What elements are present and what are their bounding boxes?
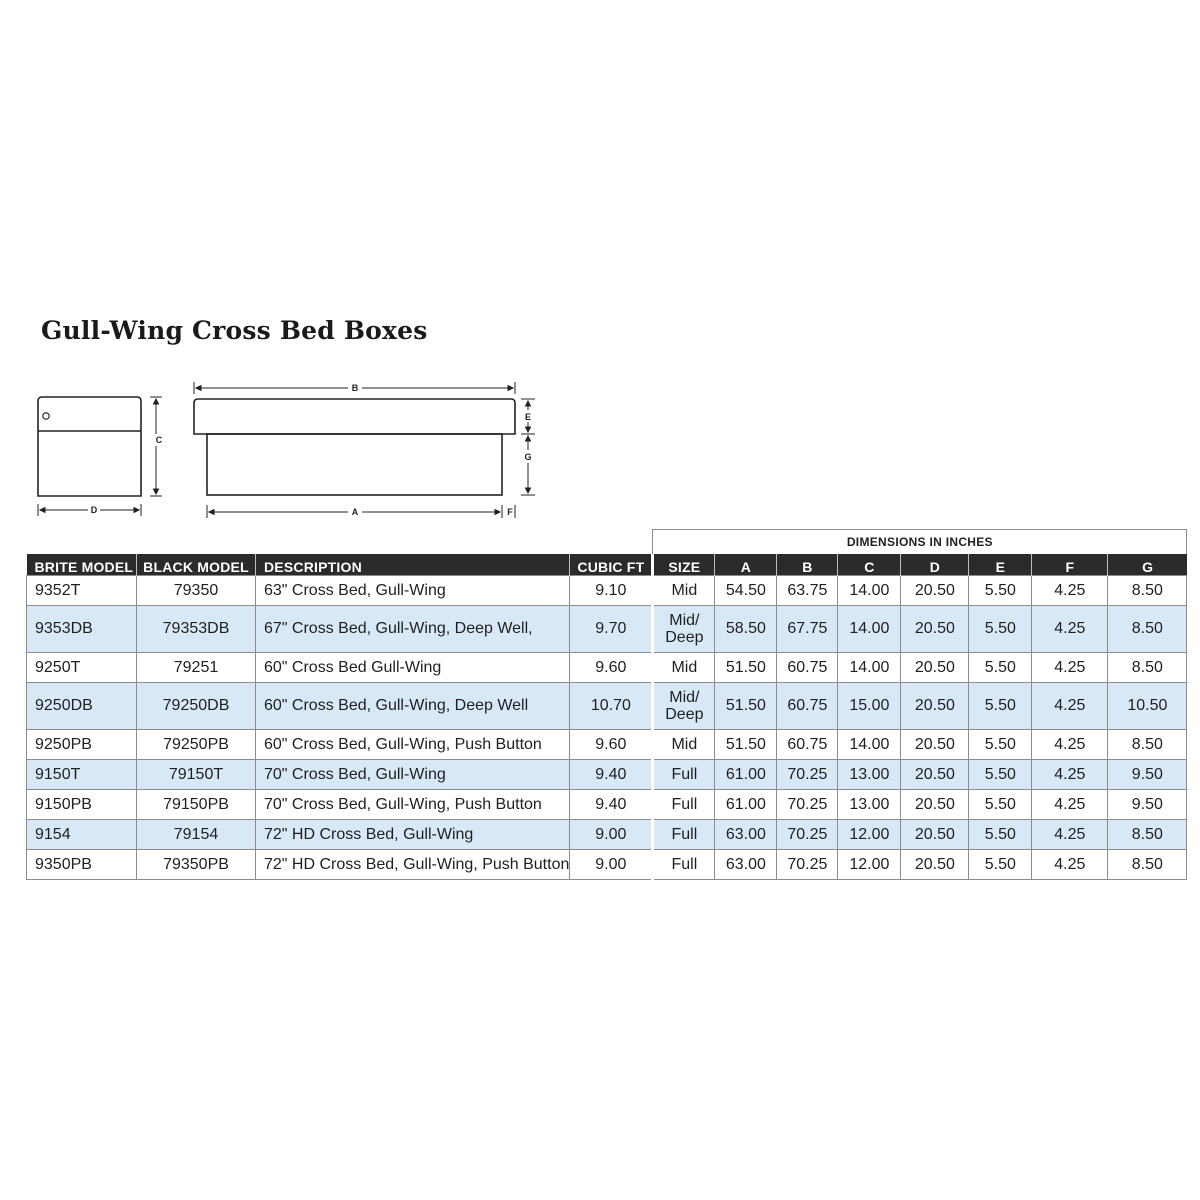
cell-d: 20.50 <box>901 850 969 880</box>
cell-e: 5.50 <box>969 576 1032 606</box>
cell-f: 4.25 <box>1032 730 1108 760</box>
cell-f: 4.25 <box>1032 683 1108 730</box>
cell-brite-model: 9154 <box>27 820 137 850</box>
label-f: F <box>507 507 513 517</box>
header-g: G <box>1108 554 1187 576</box>
cell-brite-model: 9150T <box>27 760 137 790</box>
cell-d: 20.50 <box>901 683 969 730</box>
cell-black-model: 79250PB <box>137 730 256 760</box>
size-line-2: Deep <box>665 706 704 723</box>
cell-size: Full <box>653 820 715 850</box>
cell-brite-model: 9250DB <box>27 683 137 730</box>
cell-d: 20.50 <box>901 790 969 820</box>
dimension-diagram <box>0 370 560 525</box>
cell-d: 20.50 <box>901 653 969 683</box>
cell-size: Mid <box>653 576 715 606</box>
cell-cubic-ft: 9.60 <box>570 730 653 760</box>
size-line-1: Mid/ <box>669 612 700 629</box>
front-view <box>194 399 515 495</box>
cell-a: 63.00 <box>715 820 777 850</box>
cell-black-model: 79353DB <box>137 606 256 653</box>
cell-b: 60.75 <box>777 683 838 730</box>
cell-e: 5.50 <box>969 850 1032 880</box>
cell-size: Full <box>653 850 715 880</box>
cell-description: 60" Cross Bed, Gull-Wing, Push Button <box>256 730 570 760</box>
cell-a: 51.50 <box>715 730 777 760</box>
cell-description: 60" Cross Bed Gull-Wing <box>256 653 570 683</box>
cell-a: 61.00 <box>715 790 777 820</box>
cell-description: 72" HD Cross Bed, Gull-Wing, Push Button <box>256 850 570 880</box>
cell-cubic-ft: 10.70 <box>570 683 653 730</box>
size-line-1: Mid/ <box>669 689 700 706</box>
cell-g: 9.50 <box>1108 760 1187 790</box>
cell-b: 67.75 <box>777 606 838 653</box>
cell-cubic-ft: 9.40 <box>570 760 653 790</box>
dimension-d <box>38 504 141 516</box>
cell-b: 63.75 <box>777 576 838 606</box>
table-row <box>27 683 1187 730</box>
cell-b: 70.25 <box>777 790 838 820</box>
cell-e: 5.50 <box>969 606 1032 653</box>
cell-e: 5.50 <box>969 730 1032 760</box>
cell-f: 4.25 <box>1032 606 1108 653</box>
cell-c: 12.00 <box>838 820 901 850</box>
cell-cubic-ft: 9.60 <box>570 653 653 683</box>
cell-size <box>653 606 715 653</box>
header-f: F <box>1032 554 1108 576</box>
cell-c: 14.00 <box>838 606 901 653</box>
label-e: E <box>524 412 532 422</box>
cell-brite-model: 9150PB <box>27 790 137 820</box>
cell-g: 10.50 <box>1108 683 1187 730</box>
table-row <box>27 850 1187 880</box>
cell-description: 70" Cross Bed, Gull-Wing <box>256 760 570 790</box>
cell-b: 70.25 <box>777 850 838 880</box>
cell-d: 20.50 <box>901 576 969 606</box>
cell-c: 13.00 <box>838 790 901 820</box>
cell-c: 14.00 <box>838 730 901 760</box>
header-a: A <box>715 554 777 576</box>
table-row <box>27 730 1187 760</box>
size-line-2: Deep <box>665 629 704 646</box>
side-view <box>38 397 141 496</box>
label-g: G <box>524 452 532 462</box>
cell-description: 70" Cross Bed, Gull-Wing, Push Button <box>256 790 570 820</box>
table-header <box>27 554 1187 576</box>
label-a: A <box>351 507 359 517</box>
cell-black-model: 79251 <box>137 653 256 683</box>
cell-description: 63" Cross Bed, Gull-Wing <box>256 576 570 606</box>
cell-description: 72" HD Cross Bed, Gull-Wing <box>256 820 570 850</box>
label-c: C <box>155 435 163 445</box>
label-d: D <box>90 505 98 515</box>
spec-table <box>26 529 1187 880</box>
cell-brite-model: 9353DB <box>27 606 137 653</box>
cell-a: 61.00 <box>715 760 777 790</box>
cell-size: Full <box>653 760 715 790</box>
cell-a: 63.00 <box>715 850 777 880</box>
cell-cubic-ft: 9.00 <box>570 820 653 850</box>
header-black-model: BLACK MODEL <box>137 554 256 576</box>
table-row <box>27 790 1187 820</box>
cell-a: 51.50 <box>715 653 777 683</box>
cell-cubic-ft: 9.40 <box>570 790 653 820</box>
cell-b: 70.25 <box>777 760 838 790</box>
cell-black-model: 79154 <box>137 820 256 850</box>
cell-black-model: 79150PB <box>137 790 256 820</box>
cell-brite-model: 9250PB <box>27 730 137 760</box>
header-c: C <box>838 554 901 576</box>
cell-c: 13.00 <box>838 760 901 790</box>
cell-f: 4.25 <box>1032 653 1108 683</box>
cell-black-model: 79150T <box>137 760 256 790</box>
cell-e: 5.50 <box>969 820 1032 850</box>
cell-d: 20.50 <box>901 820 969 850</box>
cell-size: Mid <box>653 730 715 760</box>
cell-a: 54.50 <box>715 576 777 606</box>
dimension-a-f <box>207 505 515 518</box>
header-d: D <box>901 554 969 576</box>
cell-a: 51.50 <box>715 683 777 730</box>
cell-f: 4.25 <box>1032 790 1108 820</box>
cell-description: 60" Cross Bed, Gull-Wing, Deep Well <box>256 683 570 730</box>
cell-f: 4.25 <box>1032 576 1108 606</box>
cell-d: 20.50 <box>901 606 969 653</box>
table-row <box>27 653 1187 683</box>
cell-c: 15.00 <box>838 683 901 730</box>
cell-cubic-ft: 9.70 <box>570 606 653 653</box>
cell-d: 20.50 <box>901 730 969 760</box>
cell-cubic-ft: 9.00 <box>570 850 653 880</box>
table-row <box>27 606 1187 653</box>
cell-black-model: 79350 <box>137 576 256 606</box>
cell-d: 20.50 <box>901 760 969 790</box>
dimension-c <box>150 397 162 496</box>
cell-c: 14.00 <box>838 653 901 683</box>
cell-g: 8.50 <box>1108 820 1187 850</box>
cell-b: 60.75 <box>777 730 838 760</box>
cell-f: 4.25 <box>1032 850 1108 880</box>
table-row <box>27 820 1187 850</box>
cell-description: 67" Cross Bed, Gull-Wing, Deep Well, <box>256 606 570 653</box>
cell-e: 5.50 <box>969 760 1032 790</box>
header-brite-model: BRITE MODEL <box>27 554 137 576</box>
header-b: B <box>777 554 838 576</box>
cell-size <box>653 683 715 730</box>
cell-black-model: 79350PB <box>137 850 256 880</box>
cell-c: 12.00 <box>838 850 901 880</box>
cell-g: 8.50 <box>1108 653 1187 683</box>
cell-g: 8.50 <box>1108 850 1187 880</box>
cell-c: 14.00 <box>838 576 901 606</box>
header-description: DESCRIPTION <box>256 554 570 576</box>
cell-g: 8.50 <box>1108 606 1187 653</box>
cell-cubic-ft: 9.10 <box>570 576 653 606</box>
label-b: B <box>351 383 359 393</box>
cell-size: Mid <box>653 653 715 683</box>
cell-brite-model: 9250T <box>27 653 137 683</box>
cell-a: 58.50 <box>715 606 777 653</box>
cell-e: 5.50 <box>969 653 1032 683</box>
cell-size: Full <box>653 790 715 820</box>
cell-g: 9.50 <box>1108 790 1187 820</box>
cell-b: 60.75 <box>777 653 838 683</box>
cell-e: 5.50 <box>969 790 1032 820</box>
header-cubic-ft: CUBIC FT <box>570 554 653 576</box>
dimensions-caption: DIMENSIONS IN INCHES <box>653 530 1187 554</box>
page-title: Gull-Wing Cross Bed Boxes <box>41 316 428 345</box>
header-size: SIZE <box>653 554 715 576</box>
header-e: E <box>969 554 1032 576</box>
cell-black-model: 79250DB <box>137 683 256 730</box>
cell-g: 8.50 <box>1108 730 1187 760</box>
cell-b: 70.25 <box>777 820 838 850</box>
cell-g: 8.50 <box>1108 576 1187 606</box>
cell-e: 5.50 <box>969 683 1032 730</box>
table-row <box>27 576 1187 606</box>
table-row <box>27 760 1187 790</box>
cell-brite-model: 9352T <box>27 576 137 606</box>
cell-brite-model: 9350PB <box>27 850 137 880</box>
cell-f: 4.25 <box>1032 820 1108 850</box>
cell-f: 4.25 <box>1032 760 1108 790</box>
